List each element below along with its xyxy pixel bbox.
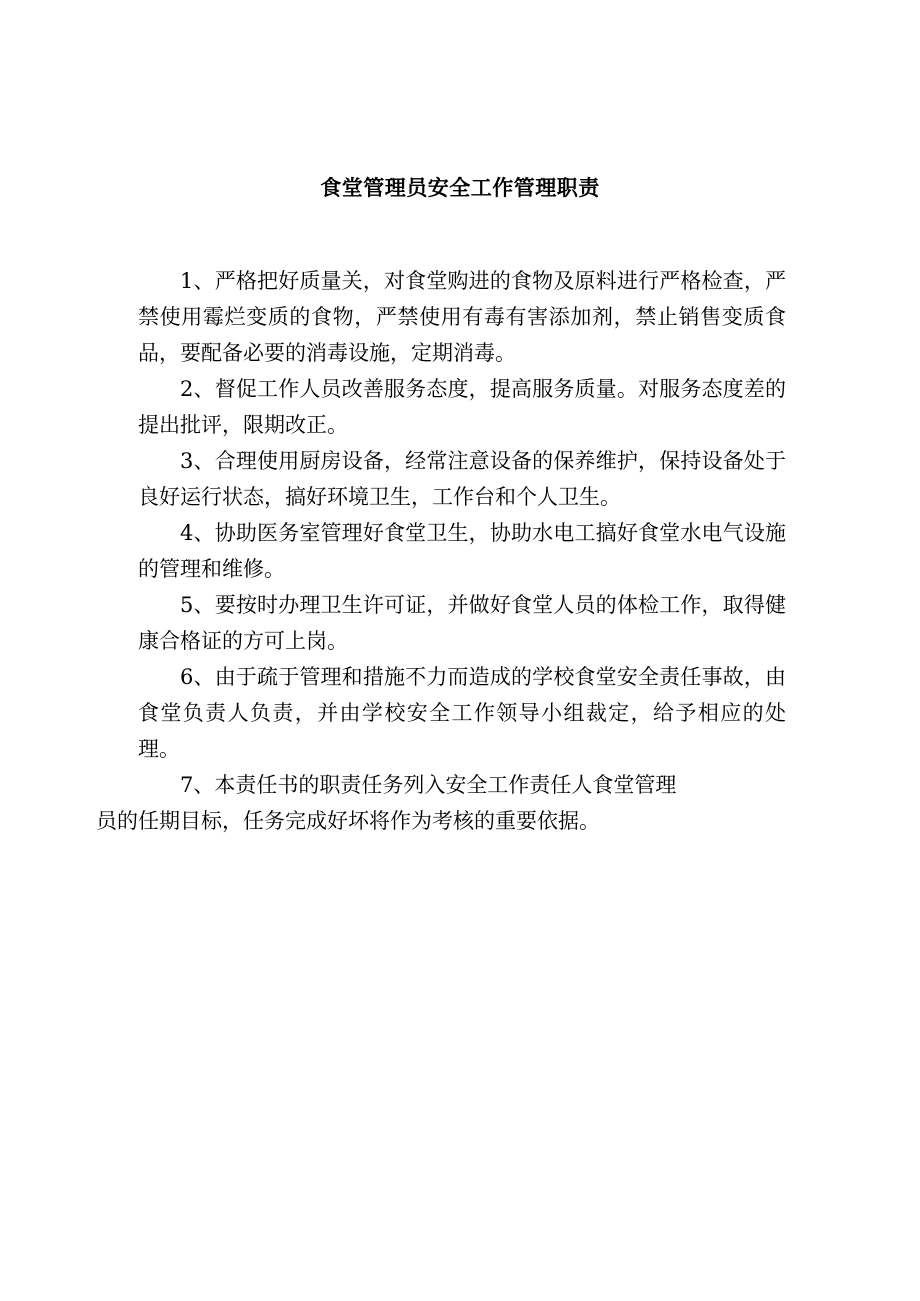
paragraph-2: 2、督促工作人员改善服务态度，提高服务质量。对服务态度差的提出批评，限期改正。 xyxy=(138,377,786,437)
paragraph-5: 5、要按时办理卫生许可证，并做好食堂人员的体检工作，取得健康合格证的方可上岗。 xyxy=(138,593,786,653)
paragraph-7-line-2: 员的任期目标，任务完成好坏将作为考核的重要依据。 xyxy=(96,809,600,833)
paragraph-7-line-1: 7、本责任书的职责任务列入安全工作责任人食堂管理 xyxy=(180,773,677,797)
document-title: 食堂管理员安全工作管理职责 xyxy=(320,175,600,200)
paragraph-3: 3、合理使用厨房设备，经常注意设备的保养维护，保持设备处于良好运行状态，搞好环境卫生，工作台和个人卫生。 xyxy=(138,449,786,509)
document-body xyxy=(96,263,786,839)
paragraph-6: 6、由于疏于管理和措施不力而造成的学校食堂安全责任事故，由食堂负责人负责，并由学校安全工作领导小组裁定，给予相应的处理。 xyxy=(138,665,786,761)
paragraph-7 xyxy=(96,767,786,839)
paragraph-1: 1、严格把好质量关，对食堂购进的食物及原料进行严格检查，严禁使用霉烂变质的食物，严禁使用有毒有害添加剂，禁止销售变质食品，要配备必要的消毒设施，定期消毒。 xyxy=(138,269,786,365)
paragraph-4: 4、协助医务室管理好食堂卫生，协助水电工搞好食堂水电气设施的管理和维修。 xyxy=(138,521,786,581)
